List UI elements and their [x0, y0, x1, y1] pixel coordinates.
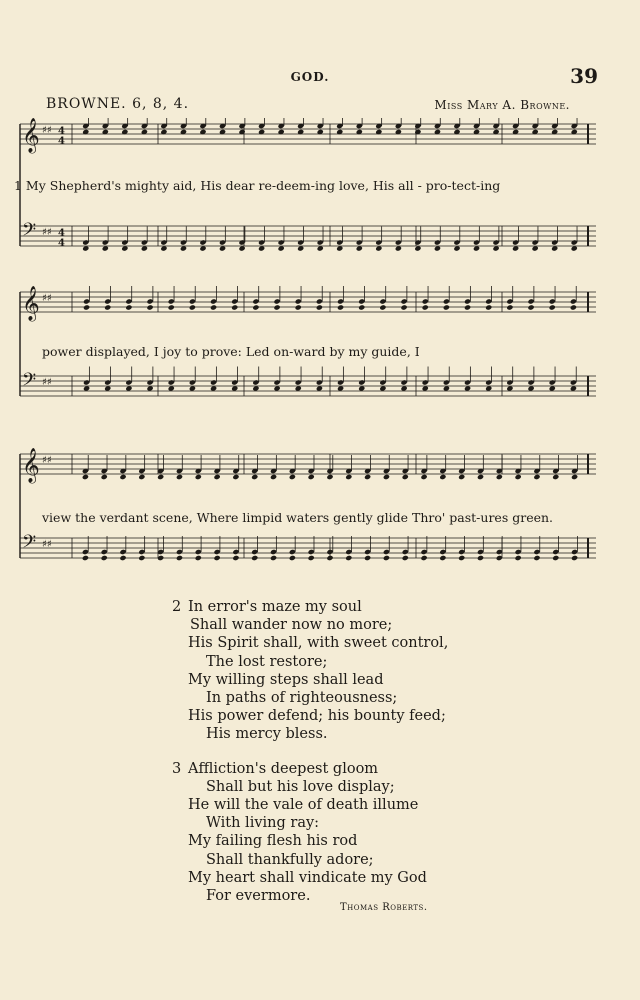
- note: [83, 286, 90, 311]
- note: [180, 227, 187, 252]
- note: [337, 286, 344, 311]
- note: [258, 227, 265, 252]
- note: [453, 118, 460, 135]
- svg-text:𝄢: 𝄢: [22, 220, 37, 245]
- note: [458, 536, 465, 561]
- note: [316, 367, 323, 392]
- note: [189, 367, 196, 392]
- verse-number: 3: [172, 760, 182, 777]
- note: [570, 286, 577, 311]
- note: [295, 286, 302, 311]
- verse-2: [172, 598, 532, 744]
- note: [515, 536, 522, 561]
- note: [414, 118, 421, 135]
- note: [252, 367, 259, 392]
- note: [464, 367, 471, 392]
- note: [180, 118, 187, 135]
- note: [434, 227, 441, 252]
- note: [528, 286, 535, 311]
- note: [125, 367, 132, 392]
- verse-3: [172, 760, 532, 906]
- verse-line: Shall wander now no more;: [190, 617, 393, 634]
- note: [317, 227, 324, 252]
- note: [414, 227, 421, 252]
- note: [571, 536, 578, 561]
- note: [345, 536, 352, 561]
- note: [82, 118, 89, 135]
- note: [493, 118, 500, 135]
- note: [375, 227, 382, 252]
- note: [395, 118, 402, 135]
- note: [358, 367, 365, 392]
- note: [443, 286, 450, 311]
- svg-text:♯♯: ♯♯: [42, 293, 52, 304]
- svg-text:♯♯: ♯♯: [42, 455, 52, 466]
- note: [104, 367, 111, 392]
- note: [270, 536, 277, 561]
- note: [317, 118, 324, 135]
- note: [231, 367, 238, 392]
- svg-text:𝄞: 𝄞: [22, 118, 40, 153]
- note: [119, 536, 126, 561]
- note: [401, 367, 408, 392]
- staff: [20, 286, 596, 322]
- note: [308, 536, 315, 561]
- note: [358, 286, 365, 311]
- note: [83, 367, 90, 392]
- lyric-line-2: power displayed, I joy to prove: Led on-ward by my guide, I: [42, 344, 420, 359]
- author-credit: Thomas Roberts.: [340, 902, 428, 913]
- music-system-2: [14, 286, 604, 428]
- note: [493, 227, 500, 252]
- note: [439, 536, 446, 561]
- note: [141, 227, 148, 252]
- note: [506, 367, 513, 392]
- note: [473, 227, 480, 252]
- note: [82, 536, 89, 561]
- note: [422, 367, 429, 392]
- note: [102, 118, 109, 135]
- tune-name: BROWNE. 6, 8, 4.: [46, 96, 190, 112]
- note: [232, 536, 239, 561]
- verse-line: The lost restore;: [206, 653, 328, 670]
- note: [532, 227, 539, 252]
- note: [258, 118, 265, 135]
- note: [473, 118, 480, 135]
- note: [395, 227, 402, 252]
- svg-text:♯♯: ♯♯: [42, 125, 52, 136]
- note: [231, 286, 238, 311]
- note: [337, 367, 344, 392]
- music-system-3: [14, 448, 604, 590]
- verses: [172, 598, 532, 921]
- note: [176, 536, 183, 561]
- svg-text:4: 4: [58, 126, 65, 137]
- note: [297, 227, 304, 252]
- note: [512, 227, 519, 252]
- note: [422, 286, 429, 311]
- note: [336, 118, 343, 135]
- verse-line: My heart shall vindicate my God: [188, 869, 427, 886]
- note: [297, 118, 304, 135]
- note: [316, 286, 323, 311]
- note: [147, 286, 154, 311]
- verse-line: For evermore.: [206, 888, 311, 905]
- note: [121, 118, 128, 135]
- verse-line: His mercy bless.: [206, 726, 328, 743]
- section-title: GOD.: [290, 70, 330, 84]
- svg-text:♯♯: ♯♯: [42, 227, 52, 238]
- note: [464, 286, 471, 311]
- note: [443, 367, 450, 392]
- note: [295, 367, 302, 392]
- note: [147, 367, 154, 392]
- note: [168, 367, 175, 392]
- note: [214, 536, 221, 561]
- note: [160, 118, 167, 135]
- note: [512, 118, 519, 135]
- svg-text:♯♯: ♯♯: [42, 539, 52, 550]
- note: [168, 286, 175, 311]
- note: [195, 536, 202, 561]
- svg-text:𝄞: 𝄞: [22, 448, 40, 483]
- note: [199, 227, 206, 252]
- note: [571, 227, 578, 252]
- note: [571, 118, 578, 135]
- lyric-line-1: 1 My Shepherd's mighty aid, His dear re-deem-ing love, His all - pro-tect-ing: [14, 178, 501, 193]
- staff: [20, 448, 596, 484]
- note: [219, 227, 226, 252]
- music-staves-1: [14, 118, 604, 278]
- svg-text:𝄞: 𝄞: [22, 286, 40, 321]
- note: [485, 286, 492, 311]
- note: [533, 536, 540, 561]
- verse-line: Shall but his love display;: [206, 778, 395, 795]
- note: [356, 118, 363, 135]
- note: [239, 227, 246, 252]
- svg-text:4: 4: [58, 228, 65, 239]
- lyric-line-3: view the verdant scene, Where limpid waters gently glide Thro' past-ures green.: [42, 510, 554, 525]
- note: [278, 118, 285, 135]
- verse-line: 3 Affliction's deepest gloom: [172, 760, 379, 777]
- note: [485, 367, 492, 392]
- note: [199, 118, 206, 135]
- verse-line: With living ray:: [206, 815, 320, 832]
- note: [189, 286, 196, 311]
- note: [210, 286, 217, 311]
- verse-line: 2 In error's maze my soul: [172, 599, 362, 615]
- note: [402, 536, 409, 561]
- note: [239, 118, 246, 135]
- note: [219, 118, 226, 135]
- note: [551, 118, 558, 135]
- note: [383, 536, 390, 561]
- note: [251, 536, 258, 561]
- note: [570, 367, 577, 392]
- svg-text:♯♯: ♯♯: [42, 377, 52, 388]
- verse-line: In paths of righteousness;: [206, 690, 398, 707]
- note: [289, 536, 296, 561]
- svg-text:𝄢: 𝄢: [22, 370, 37, 395]
- note: [104, 286, 111, 311]
- composer-credit: Miss Mary A. Browne.: [434, 98, 570, 112]
- verse-line: My failing flesh his rod: [188, 833, 358, 850]
- note: [421, 536, 428, 561]
- svg-text:4: 4: [58, 238, 65, 249]
- note: [101, 536, 108, 561]
- note: [141, 118, 148, 135]
- verse-line: His power defend; his bounty feed;: [188, 708, 446, 725]
- note: [356, 227, 363, 252]
- staff: [20, 532, 596, 561]
- svg-text:4: 4: [58, 136, 65, 147]
- note: [125, 286, 132, 311]
- note: [379, 286, 386, 311]
- note: [434, 118, 441, 135]
- svg-text:𝄢: 𝄢: [22, 532, 37, 557]
- verse-line: Shall thankfully adore;: [206, 851, 374, 868]
- note: [506, 286, 513, 311]
- note: [252, 286, 259, 311]
- note: [102, 227, 109, 252]
- note: [274, 367, 281, 392]
- note: [532, 118, 539, 135]
- note: [551, 227, 558, 252]
- note: [379, 367, 386, 392]
- note: [453, 227, 460, 252]
- note: [528, 367, 535, 392]
- note: [138, 536, 145, 561]
- staff: [20, 118, 596, 154]
- verse-line: My willing steps shall lead: [188, 671, 384, 688]
- verse-number: 2: [172, 599, 182, 615]
- note: [274, 286, 281, 311]
- page-number: 39: [570, 64, 598, 88]
- staff: [20, 220, 596, 252]
- note: [364, 536, 371, 561]
- note: [375, 118, 382, 135]
- note: [160, 227, 167, 252]
- note: [549, 367, 556, 392]
- verse-line: He will the vale of death illume: [188, 797, 419, 814]
- note: [278, 227, 285, 252]
- note: [336, 227, 343, 252]
- note: [82, 227, 89, 252]
- note: [401, 286, 408, 311]
- note: [210, 367, 217, 392]
- staff: [20, 367, 596, 397]
- note: [121, 227, 128, 252]
- note: [552, 536, 559, 561]
- note: [549, 286, 556, 311]
- note: [477, 536, 484, 561]
- verse-line: His Spirit shall, with sweet control,: [188, 635, 449, 652]
- music-system-1: [14, 118, 604, 278]
